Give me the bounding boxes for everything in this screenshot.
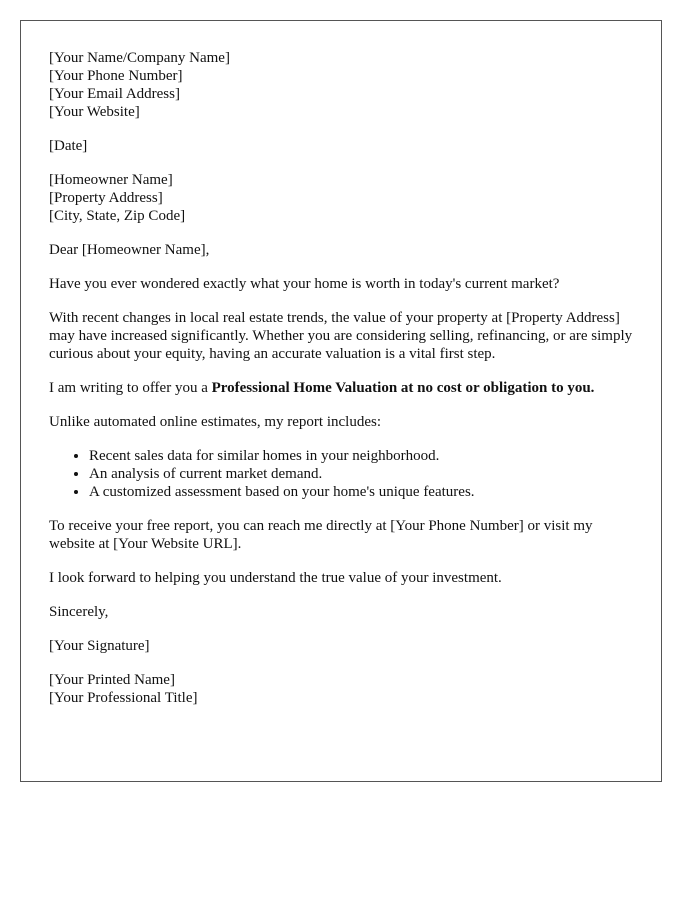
- sender-name: [Your Name/Company Name]: [49, 50, 230, 66]
- sender-email: [Your Email Address]: [49, 86, 180, 102]
- professional-title: [Your Professional Title]: [49, 690, 198, 706]
- salutation: Dear [Homeowner Name],: [49, 242, 210, 258]
- letter-date: [Date]: [49, 138, 88, 154]
- recipient-block: [49, 171, 633, 225]
- offer-lead-text: I am writing to offer you a: [49, 380, 212, 396]
- body-paragraph-1: Have you ever wondered exactly what your home is worth in today's current market?: [49, 276, 560, 292]
- recipient-name: [Homeowner Name]: [49, 172, 173, 188]
- sender-website: [Your Website]: [49, 104, 140, 120]
- list-item: • Recent sales data for similar homes in your neighborhood.: [89, 447, 633, 465]
- body-paragraph-6: I look forward to helping you understand the true value of your investment.: [49, 570, 502, 586]
- body-paragraph-5: To receive your free report, you can reach me directly at [Your Phone Number] or visit my website at [Your Website URL].: [49, 518, 593, 552]
- body-paragraph-2: With recent changes in local real estate trends, the value of your property at [Property Address] may have increased significantly. Whether you are considering selling, refinancing, or are simply curious about your equity, having an accurate valuation is a vital first step.: [49, 310, 633, 362]
- closing: Sincerely,: [49, 604, 109, 620]
- recipient-city-state-zip: [City, State, Zip Code]: [49, 208, 186, 224]
- report-features-list: [49, 447, 633, 501]
- recipient-address: [Property Address]: [49, 190, 163, 206]
- body-paragraph-4: Unlike automated online estimates, my report includes:: [49, 414, 381, 430]
- letter: [20, 20, 662, 782]
- sender-phone: [Your Phone Number]: [49, 68, 183, 84]
- list-item: • A customized assessment based on your home's unique features.: [89, 483, 633, 501]
- signoff-block: [49, 671, 633, 707]
- signature-placeholder: [Your Signature]: [49, 638, 150, 654]
- printed-name: [Your Printed Name]: [49, 672, 175, 688]
- body-paragraph-3: [49, 379, 633, 397]
- offer-highlight: Professional Home Valuation at no cost or obligation to you.: [211, 380, 595, 396]
- list-item: • An analysis of current market demand.: [89, 465, 633, 483]
- sender-block: [49, 49, 633, 121]
